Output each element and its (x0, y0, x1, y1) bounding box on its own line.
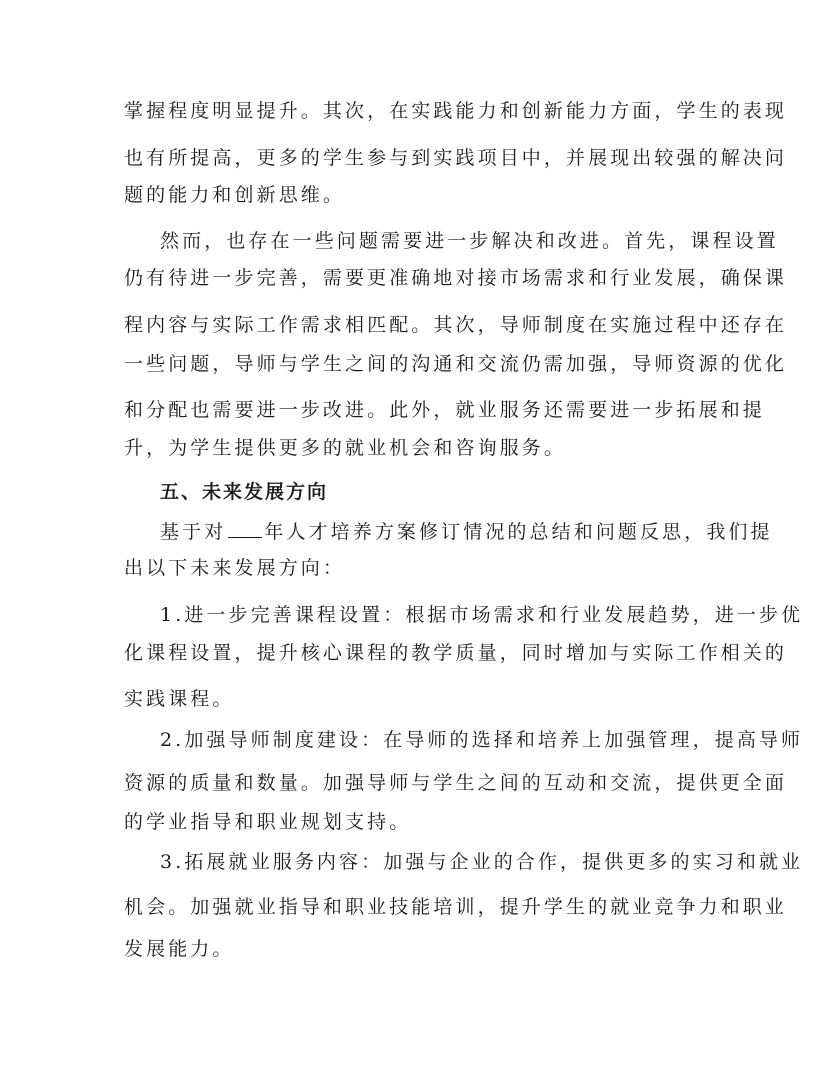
text-line: 的学业指导和职业规划支持。 (124, 811, 412, 833)
text-line: 然而，也存在一些问题需要进一步解决和改进。首先，课程设置 (160, 230, 779, 252)
text-line: 化课程设置，提升核心课程的教学质量，同时增加与实际工作相关的 (124, 642, 788, 664)
blank-line-before: 基于对 (160, 521, 227, 543)
list-item: 1.进一步完善课程设置：根据市场需求和行业发展趋势，进一步优 (160, 604, 804, 626)
text-line: 资源的质量和数量。加强导师与学生之间的互动和交流，提供更全面 (124, 772, 788, 794)
text-line: 升，为学生提供更多的就业机会和咨询服务。 (124, 437, 567, 459)
text-line: 发展能力。 (124, 938, 235, 960)
list-item: 2.加强导师制度建设：在导师的选择和培养上加强管理，提高导师 (160, 729, 804, 751)
fill-in-blank (228, 519, 262, 538)
blank-line-after: 年人才培养方案修订情况的总结和问题反思，我们提 (264, 521, 773, 543)
text-line: 掌握程度明显提升。其次，在实践能力和创新能力方面，学生的表现 (124, 100, 788, 122)
list-item: 3.拓展就业服务内容：加强与企业的合作，提供更多的实习和就业 (160, 851, 804, 873)
text-line: 也有所提高，更多的学生参与到实践项目中，并展现出较强的解决问 (124, 147, 788, 169)
text-line: 程内容与实际工作需求相匹配。其次，导师制度在实施过程中还存在 (124, 314, 788, 336)
text-line-with-blank (160, 519, 773, 544)
section-heading: 五、未来发展方向 (160, 481, 329, 503)
text-line: 仍有待进一步完善，需要更准确地对接市场需求和行业发展，确保课 (124, 267, 788, 289)
text-line: 实践课程。 (124, 688, 235, 710)
text-line: 机会。加强就业指导和职业技能培训，提升学生的就业竞争力和职业 (124, 896, 788, 918)
text-line: 出以下未来发展方向： (124, 557, 346, 579)
text-line: 题的能力和创新思维。 (124, 184, 346, 206)
text-line: 和分配也需要进一步改进。此外，就业服务还需要进一步拓展和提 (124, 399, 765, 421)
text-line: 一些问题，导师与学生之间的沟通和交流仍需加强，导师资源的优化 (124, 353, 788, 375)
